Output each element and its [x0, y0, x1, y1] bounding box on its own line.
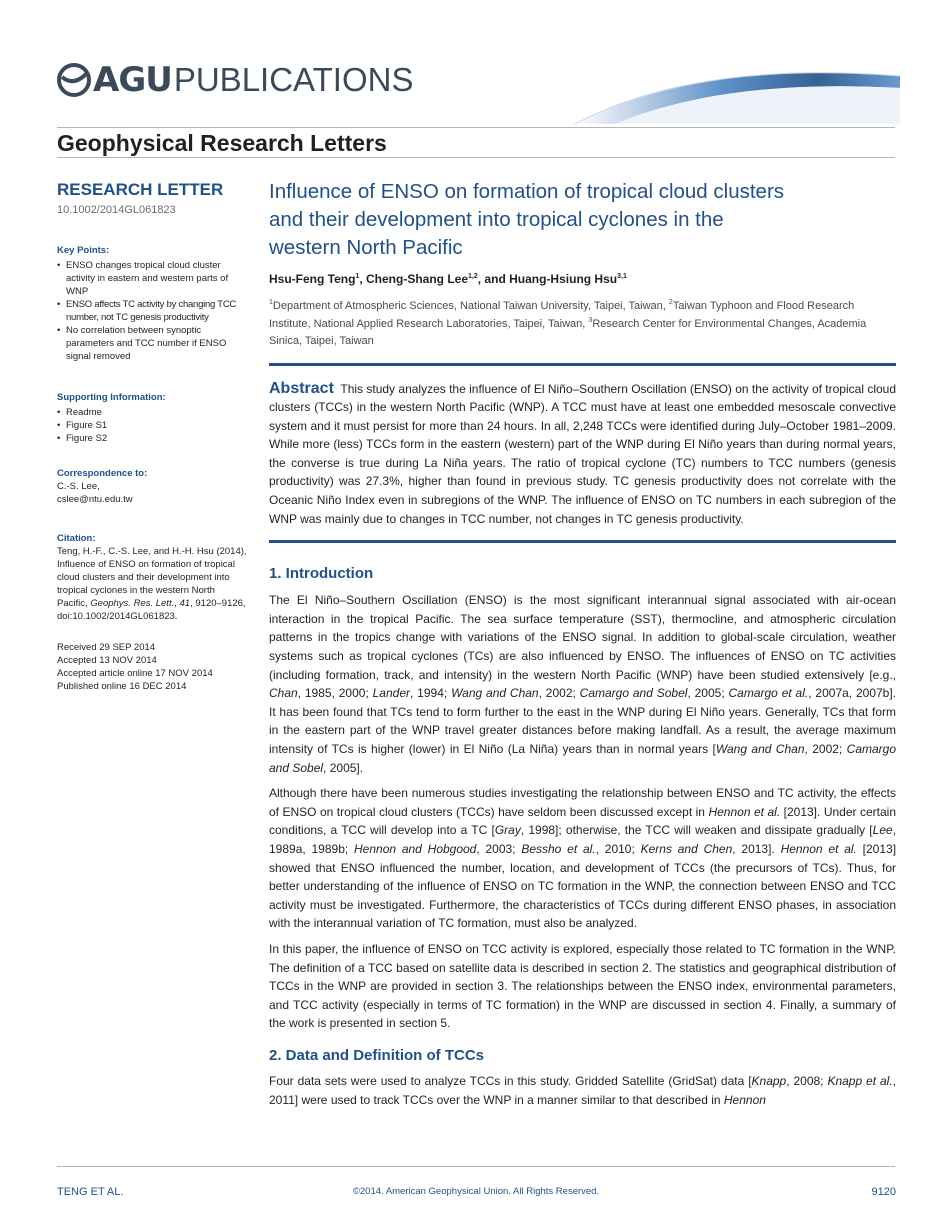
header-swoosh-graphic: [575, 58, 900, 124]
author-and: , and: [477, 272, 510, 286]
author-sep: ,: [359, 272, 367, 286]
author-affil-sup: 3,1: [617, 273, 627, 280]
logo-publications-text: PUBLICATIONS: [173, 61, 414, 98]
affil-sup: 2: [668, 299, 673, 306]
article-type: RESEARCH LETTER: [57, 180, 224, 199]
affiliations: [269, 298, 896, 351]
footer-page-number: 9120: [871, 1186, 896, 1198]
supporting-link-readme[interactable]: • Readme: [57, 406, 247, 419]
abstract-rule-top: [269, 363, 896, 366]
data-paragraph-1: Four data sets were used to analyze TCCs in this study. Gridded Satellite (GridSat) data [Knapp, 2008; Knapp et al., 2011] were used to track TCCs over the WNP in a manner similar to that described in Hennon: [269, 1073, 896, 1107]
author-affil-sup: 1: [355, 273, 360, 280]
key-point: • ENSO changes tropical cloud cluster activity in eastern and western parts of WNP: [57, 259, 247, 298]
citation-heading: Citation:: [57, 533, 96, 544]
footer-authors: TENG ET AL.: [57, 1186, 124, 1198]
author-affil-sup: 1,2: [468, 273, 478, 280]
key-point: • ENSO affects TC activity by changing TCC number, not TC genesis productivity: [57, 298, 247, 324]
sidebar: [57, 180, 247, 693]
key-points-heading: Key Points:: [57, 245, 110, 256]
correspondence-email[interactable]: cslee@ntu.edu.tw: [57, 494, 133, 505]
key-points-list: [57, 259, 247, 363]
abstract-text: This study analyzes the influence of El Niño–Southern Oscillation (ENSO) on the activity of tropical cloud clusters (TCCs) in the western North Pacific (WNP). A TCC must have at least one embedded mesoscale convective system and it must persist for more than 24 hours. In all, 2,248 TCCs were identified during July–October 1981–2009. While more (less) TCCs form in the eastern (western) part of the WNP during El Niño years than during normal years, the converse is true during La Niña years. The ratio of tropical cyclone (TC) numbers to TCC numbers (genesis productivity) was 27.3%, higher than found in previous study. TC genesis productivity does not correlate with the Oceanic Niño Index even in subregions of the WNP. The influence of ENSO on TC numbers in each subregion of the WNP was mainly due to changes in TCC number, not changes in TC genesis productivity.: [269, 381, 897, 526]
key-point: • No correlation between synoptic parameters and TCC number if ENSO signal removed: [57, 324, 247, 363]
supporting-link-figure-s2[interactable]: • Figure S2: [57, 432, 247, 445]
intro-paragraph-2: Although there have been numerous studies investigating the relationship between ENSO and TC activity, the effects of ENSO on tropical cloud clusters (TCCs) have seldom been discussed except in Hennon et al. [2013]. Under certain conditions, a TCC will develop into a TC [Gray, 1998]; otherwise, the TCC will weaken and dissipate gradually [Lee, 1989a, 1989b; Hennon and Hobgood, 2003; Bessho et al., 2010; Kerns and Chen, 2013]. Hennon et al. [2013] showed that ENSO influenced the number, location, and development of TCCs (the precursors of TCs). Thus, for better understanding of the influence of ENSO on TC formation in the WNP, the connection between ENSO and TCC activity must be investigated. Furthermore, the characteristics of TCCs during different ENSO phases, in association with the interannual variation of TC formation, must also be analyzed.: [269, 786, 897, 931]
intro-paragraph-3: In this paper, the influence of ENSO on TCC activity is explored, especially those related to TC formation in the WNP. The definition of a TCC based on satellite data is described in section 2. The statistics and geographical distribution of TCCs in the WNP are provided in section 3. The relationships between the ENSO index, environmental parameters, and TCC activity (especially in terms of TC formation) in the WNP are discussed in section 4. Finally, a summary of the work is presented in section 5.: [269, 941, 896, 1031]
affil-sup: 1: [269, 299, 273, 306]
date-published: Published online 16 DEC 2014: [57, 681, 187, 692]
doi[interactable]: 10.1002/2014GL061823: [57, 204, 176, 216]
supporting-info-list: [57, 406, 247, 445]
agu-logo: [57, 60, 413, 100]
abstract: [269, 380, 896, 529]
footer-rule: [57, 1166, 895, 1167]
section-heading-data: 2. Data and Definition of TCCs: [269, 1046, 485, 1064]
logo-agu-text: AGU: [93, 60, 172, 100]
article-title: Influence of ENSO on formation of tropical cloud clusters and their development into tropical cyclones in the western North Pacific: [269, 180, 785, 259]
affil-sup: 3: [588, 316, 593, 324]
abstract-heading: Abstract: [269, 379, 334, 397]
correspondence-name: C.-S. Lee,: [57, 481, 100, 492]
author-list: [269, 272, 896, 286]
abstract-rule-bottom: [269, 540, 896, 543]
author-name[interactable]: Hsu-Feng Teng: [269, 272, 356, 286]
author-name[interactable]: Huang-Hsiung Hsu: [509, 272, 618, 286]
history-dates: [57, 641, 247, 693]
citation-pre: Teng, H.-F., C.-S. Lee, and H.-H. Hsu (2014), Influence of ENSO on formation of tropical cloud clusters and their development into tropical cyclones in the western North Pacific,: [57, 546, 247, 609]
citation-volume: 41: [179, 598, 191, 609]
section-heading-introduction: 1. Introduction: [269, 565, 374, 583]
citation-journal: Geophys. Res. Lett.: [90, 598, 175, 609]
supporting-info-heading: Supporting Information:: [57, 392, 166, 403]
citation-post: , 9120–9126, doi:10.1002/2014GL061823.: [57, 598, 246, 622]
citation-text: [57, 545, 247, 623]
date-accepted: Accepted 13 NOV 2014: [57, 655, 157, 666]
header-rule-top: [57, 127, 895, 128]
article-main: [269, 178, 896, 1109]
supporting-link-figure-s1[interactable]: • Figure S1: [57, 419, 247, 432]
footer-copyright: ©2014. American Geophysical Union. All Rights Reserved.: [352, 1186, 600, 1197]
agu-globe-icon: [57, 63, 91, 97]
citation-sep: ,: [174, 598, 180, 609]
journal-title: Geophysical Research Letters: [57, 130, 387, 156]
header-rule-bottom: [57, 157, 895, 158]
correspondence-heading: Correspondence to:: [57, 468, 148, 479]
date-accepted-online: Accepted article online 17 NOV 2014: [57, 668, 213, 679]
intro-paragraph-1: The El Niño–Southern Oscillation (ENSO) is the most significant interannual signal associated with air-ocean interaction in the tropical Pacific. The sea surface temperature (SST), thermocline, and atmospheric circulation patterns in the tropics change with variations of the ENSO signal. In addition to global-scale circulation, weather systems such as tropical cyclones (TCs) are also influenced by ENSO. The influences of ENSO on TC activities (including formation, track, and intensity) in the western North Pacific (WNP) have been studied extensively [e.g., Chan, 1985, 2000; Lander, 1994; Wang and Chan, 2002; Camargo and Sobel, 2005; Camargo et al., 2007a, 2007b]. It has been found that TCs tend to form further to the east in the WNP during El Niño years. Generally, TCs that form in the eastern part of the WNP travel greater distances before making landfall. As a result, the average maximum intensity of TCs is higher (lower) in El Niño (La Niña) years than in normal years [Wang and Chan, 2002; Camargo and Sobel, 2005].: [269, 593, 897, 775]
affiliation-2: Taiwan Typhoon and Flood Research Institute, National Applied Research Laboratories, Taipei, Taiwan,: [269, 300, 855, 330]
author-name[interactable]: Cheng-Shang Lee: [366, 272, 469, 286]
affiliation-3: Research Center for Environmental Changes, Academia Sinica, Taipei, Taiwan: [269, 317, 867, 347]
affiliation-1: Department of Atmospheric Sciences, National Taiwan University, Taipei, Taiwan,: [272, 300, 669, 312]
date-received: Received 29 SEP 2014: [57, 642, 156, 653]
